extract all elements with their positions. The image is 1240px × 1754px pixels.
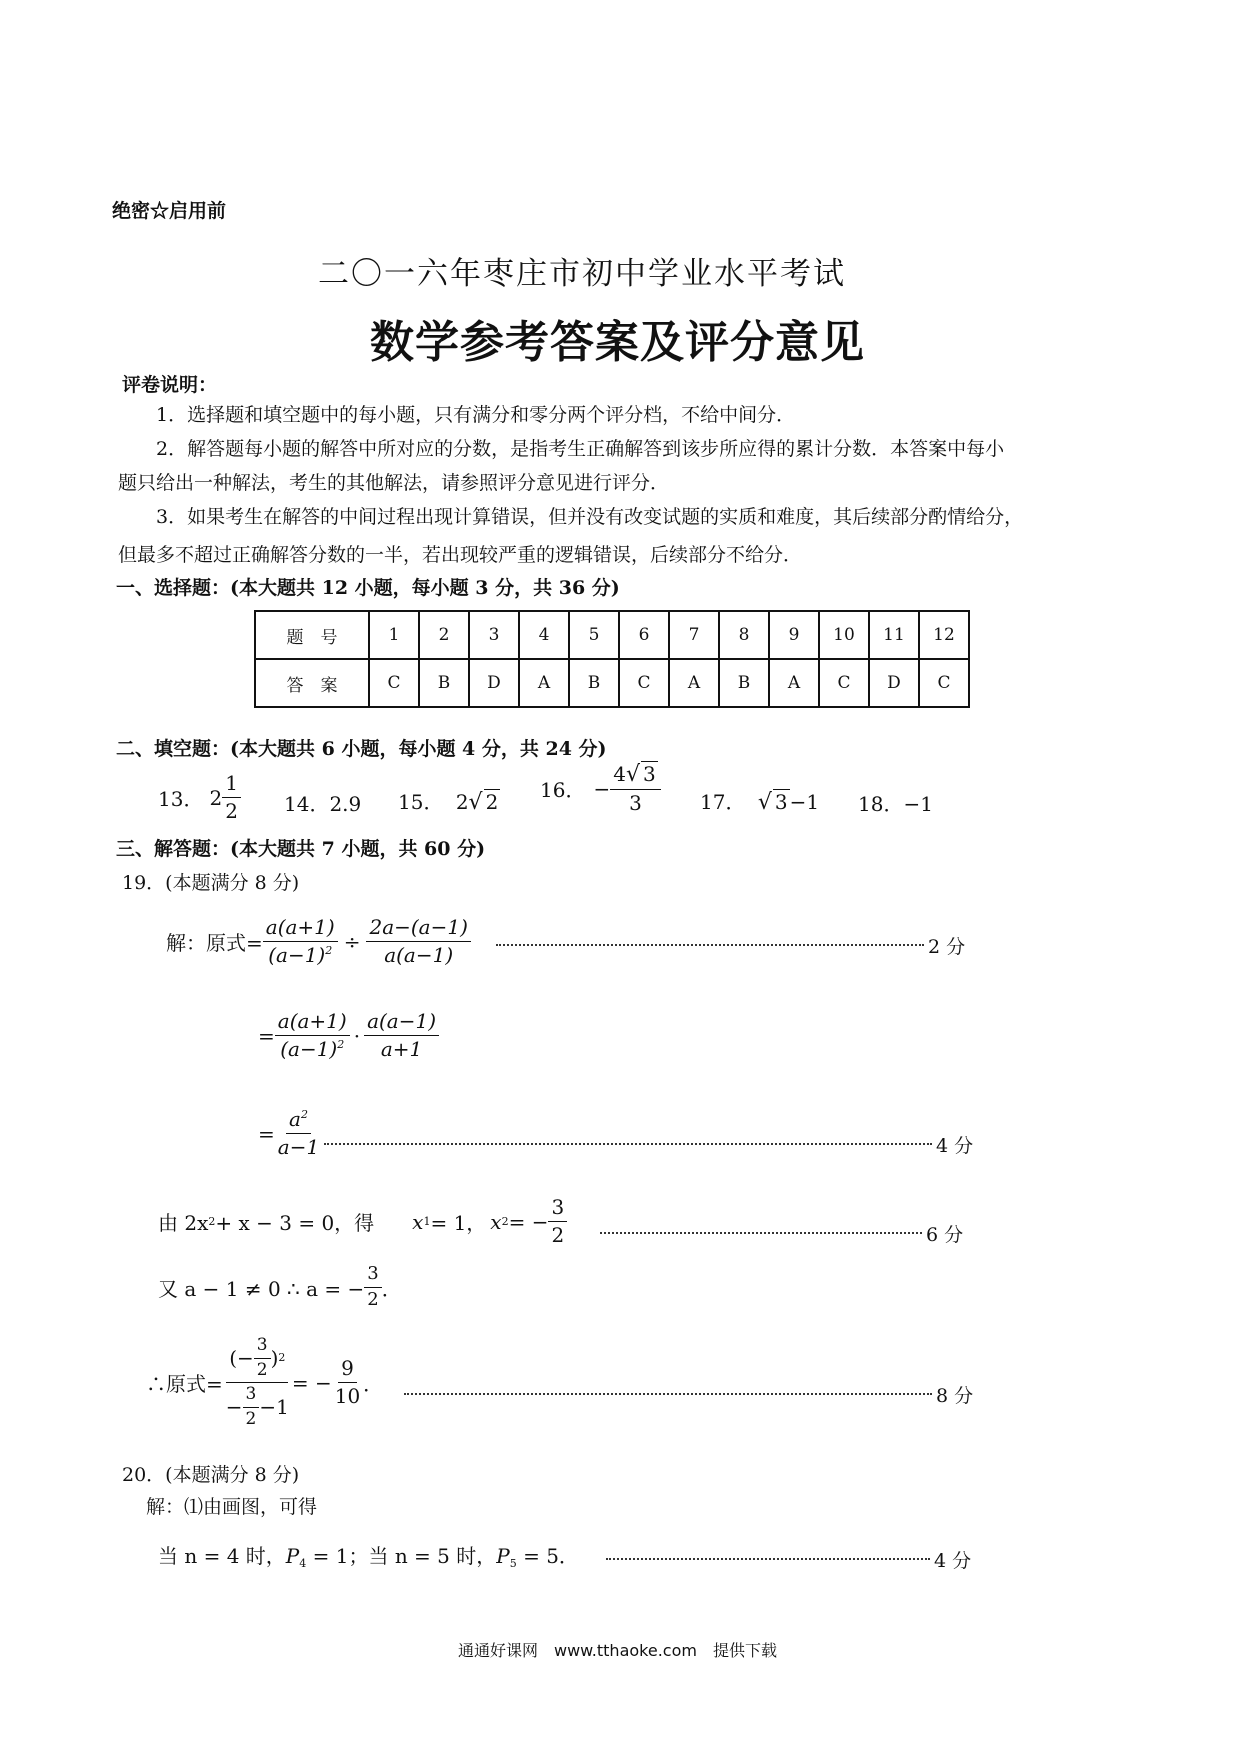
- sqrt-icon: √: [625, 762, 640, 787]
- denominator-text: (a−1): [280, 1037, 338, 1061]
- question-number: 7: [669, 611, 719, 659]
- numerator: 2a−(a−1): [366, 916, 470, 942]
- sqrt-icon: √: [757, 790, 772, 815]
- subscript: 4: [299, 1557, 307, 1570]
- exam-title: 二〇一六年枣庄市初中学业水平考试: [318, 256, 846, 292]
- denominator: 10: [334, 1384, 361, 1409]
- exponent: 2: [325, 944, 333, 957]
- q13-fraction: [222, 772, 241, 823]
- q16-num-radicand: 3: [642, 762, 656, 786]
- compound-fraction: [223, 1336, 292, 1429]
- step-text: = −: [291, 1370, 332, 1395]
- score-label: 8 分: [936, 1385, 974, 1407]
- subscript: 1: [423, 1215, 431, 1228]
- root-x2-value: = −: [508, 1209, 549, 1234]
- q17-radicand: 3: [774, 790, 788, 814]
- score-label: 4 分: [934, 1550, 972, 1572]
- exponent: 2: [208, 1215, 216, 1228]
- question-number: 12: [919, 611, 969, 659]
- denominator: a+1: [380, 1037, 423, 1061]
- numerator: a(a+1): [263, 916, 338, 942]
- q20-title: 20．(本题满分 8 分): [122, 1464, 300, 1486]
- step-text: = 5．: [516, 1544, 579, 1568]
- q16-sign: −: [593, 776, 611, 801]
- q15-coef: 2: [455, 790, 469, 814]
- fraction: [548, 1196, 567, 1247]
- score-label: 4 分: [936, 1135, 974, 1157]
- answer-cell: B: [569, 659, 619, 707]
- section3-heading: 三、解答题：(本大题共 7 小题，共 60 分): [116, 838, 486, 860]
- numerator: 3: [254, 1336, 271, 1359]
- step-text: 当 n = 4 时，: [158, 1544, 286, 1568]
- step-prefix: =: [258, 1023, 275, 1048]
- root-x1: x: [412, 1209, 424, 1234]
- denominator: 2: [245, 1408, 257, 1429]
- question-number: 1: [369, 611, 419, 659]
- notes-heading: 评卷说明：: [122, 374, 218, 396]
- note-item: 3．如果考生在解答的中间过程出现计算错误，但并没有改变试题的实质和难度，其后续部分酌情给分，: [156, 506, 1024, 528]
- note-item: 1．选择题和填空题中的每小题，只有满分和零分两个评分档，不给中间分．: [156, 404, 796, 426]
- fraction: [243, 1385, 260, 1429]
- question-number: 10: [819, 611, 869, 659]
- fraction: [366, 916, 470, 967]
- step-end: ．: [363, 1372, 384, 1397]
- dotted-leader: [606, 1558, 930, 1560]
- answer-q15: [398, 786, 500, 815]
- question-number: 8: [719, 611, 769, 659]
- dotted-leader: [600, 1232, 922, 1234]
- fraction: [364, 1010, 439, 1061]
- step-prefix: =: [258, 1121, 275, 1146]
- fraction: [275, 1010, 350, 1061]
- denominator: a−1: [277, 1135, 320, 1159]
- doc-title: 数学参考答案及评分意见: [370, 317, 865, 368]
- answer-cell: B: [419, 659, 469, 707]
- q19-step1: [166, 916, 471, 967]
- answer-table: [254, 610, 970, 708]
- denominator-text: (a−1): [268, 943, 326, 967]
- dotted-leader: [496, 944, 924, 946]
- answer-cell: A: [669, 659, 719, 707]
- fraction: [263, 916, 338, 967]
- q19-step6: [146, 1336, 383, 1429]
- numerator-text: (−: [229, 1345, 254, 1370]
- numerator: [286, 1108, 311, 1134]
- answer-cell: C: [369, 659, 419, 707]
- q19-step5: [158, 1264, 402, 1310]
- question-number: 4: [519, 611, 569, 659]
- numerator: 1: [222, 772, 241, 798]
- numerator-text: a: [289, 1107, 301, 1131]
- root-x2: x: [490, 1209, 502, 1234]
- answer-q18: 18．−1: [858, 792, 933, 816]
- q16-num-coef: 4: [613, 762, 626, 786]
- q19-step3: [258, 1108, 322, 1159]
- q19-title: 19．(本题满分 8 分): [122, 872, 300, 894]
- table-row: [255, 611, 969, 659]
- exponent: 2: [300, 1108, 308, 1121]
- answer-q16: [540, 762, 661, 815]
- q17-label: 17．: [700, 790, 746, 814]
- numerator: 3: [364, 1264, 381, 1288]
- step-end: ．: [381, 1276, 402, 1301]
- answer-cell: D: [869, 659, 919, 707]
- answer-q17: [700, 786, 819, 815]
- answer-cell: B: [719, 659, 769, 707]
- denominator: [277, 1036, 347, 1061]
- divide-operator: ÷: [343, 929, 361, 954]
- numerator: [610, 762, 661, 790]
- p5-symbol: P: [496, 1544, 510, 1568]
- exponent: 2: [337, 1038, 345, 1051]
- answer-cell: C: [819, 659, 869, 707]
- fraction: [275, 1108, 322, 1159]
- q16-fraction: [610, 762, 661, 815]
- numerator: 9: [338, 1357, 357, 1383]
- question-number: 9: [769, 611, 819, 659]
- subscript: 2: [501, 1215, 509, 1228]
- question-number: 6: [619, 611, 669, 659]
- q20-line1: 解：⑴由画图，可得: [146, 1496, 318, 1518]
- score-label: 6 分: [926, 1224, 964, 1246]
- table-row-label: 答 案: [255, 659, 369, 707]
- p4-symbol: P: [285, 1544, 300, 1568]
- q13-label: 13．: [158, 787, 204, 811]
- fraction: [332, 1357, 363, 1408]
- denominator: 2: [225, 799, 238, 823]
- score-label: 2 分: [928, 936, 966, 958]
- numerator: [226, 1336, 288, 1383]
- fraction: [364, 1264, 381, 1310]
- note-item: 题只给出一种解法，考生的其他解法，请参照评分意见进行评分．: [118, 472, 670, 494]
- q17-rest: −1: [789, 790, 820, 814]
- denominator: [223, 1383, 292, 1429]
- question-number: 11: [869, 611, 919, 659]
- q13-whole: 2: [209, 785, 223, 810]
- question-number: 2: [419, 611, 469, 659]
- dotted-leader: [404, 1393, 932, 1395]
- section2-heading: 二、填空题：(本大题共 6 小题，每小题 4 分，共 24 分): [116, 738, 607, 760]
- denominator: [265, 942, 335, 967]
- table-row-label: 题 号: [255, 611, 369, 659]
- q15-label: 15．: [398, 790, 444, 814]
- step-text: 又 a − 1 ≠ 0 ∴ a = −: [158, 1276, 365, 1301]
- answer-cell: A: [769, 659, 819, 707]
- secret-mark: 绝密☆启用前: [112, 200, 227, 222]
- multiply-operator: ·: [353, 1023, 361, 1048]
- fraction: [254, 1336, 271, 1380]
- q20-line2: [158, 1540, 579, 1570]
- q19-step4: [158, 1196, 567, 1247]
- step-prefix: ∴原式=: [146, 1372, 223, 1397]
- step-text: 由 2x: [158, 1211, 209, 1235]
- section1-heading: 一、选择题：(本大题共 12 小题，每小题 3 分，共 36 分): [116, 577, 620, 599]
- numerator: 3: [243, 1385, 260, 1408]
- denominator: 2: [256, 1359, 268, 1380]
- denominator: 2: [367, 1288, 379, 1310]
- answer-cell: C: [919, 659, 969, 707]
- numerator: a(a+1): [275, 1010, 350, 1036]
- numerator: 3: [548, 1196, 567, 1222]
- note-item: 但最多不超过正确解答分数的一半，若出现较严重的逻辑错误，后续部分不给分．: [118, 544, 803, 566]
- question-number: 5: [569, 611, 619, 659]
- exponent: 2: [278, 1350, 286, 1364]
- q15-radicand: 2: [485, 790, 499, 814]
- numerator-text: ): [270, 1345, 279, 1370]
- answer-q14: 14．2.9: [284, 792, 362, 816]
- q16-label: 16．: [540, 778, 586, 803]
- denominator-text: −1: [259, 1394, 289, 1419]
- q19-step2: [258, 1010, 439, 1061]
- question-number: 3: [469, 611, 519, 659]
- step-prefix: 解：原式=: [166, 931, 263, 955]
- answer-cell: A: [519, 659, 569, 707]
- denominator: a(a−1): [384, 943, 454, 967]
- denominator-text: −: [225, 1394, 243, 1419]
- dotted-leader: [324, 1143, 932, 1145]
- denominator: 2: [551, 1223, 565, 1247]
- root-x1-value: = 1，: [430, 1211, 487, 1235]
- step-text: + x − 3 = 0，得: [215, 1211, 375, 1235]
- subscript: 5: [509, 1557, 517, 1570]
- footer-text: 通通好课网 www.tthaoke.com 提供下载: [458, 1641, 777, 1660]
- answer-cell: D: [469, 659, 519, 707]
- numerator: a(a−1): [364, 1010, 439, 1036]
- answer-q13: [158, 772, 241, 823]
- table-row: [255, 659, 969, 707]
- note-item: 2．解答题每小题的解答中所对应的分数，是指考生正确解答到该步所应得的累计分数．本答案中每小: [156, 438, 1005, 460]
- answer-cell: C: [619, 659, 669, 707]
- denominator: 3: [629, 791, 642, 816]
- step-text: = 1；当 n = 5 时，: [306, 1544, 497, 1568]
- sqrt-icon: √: [468, 790, 483, 815]
